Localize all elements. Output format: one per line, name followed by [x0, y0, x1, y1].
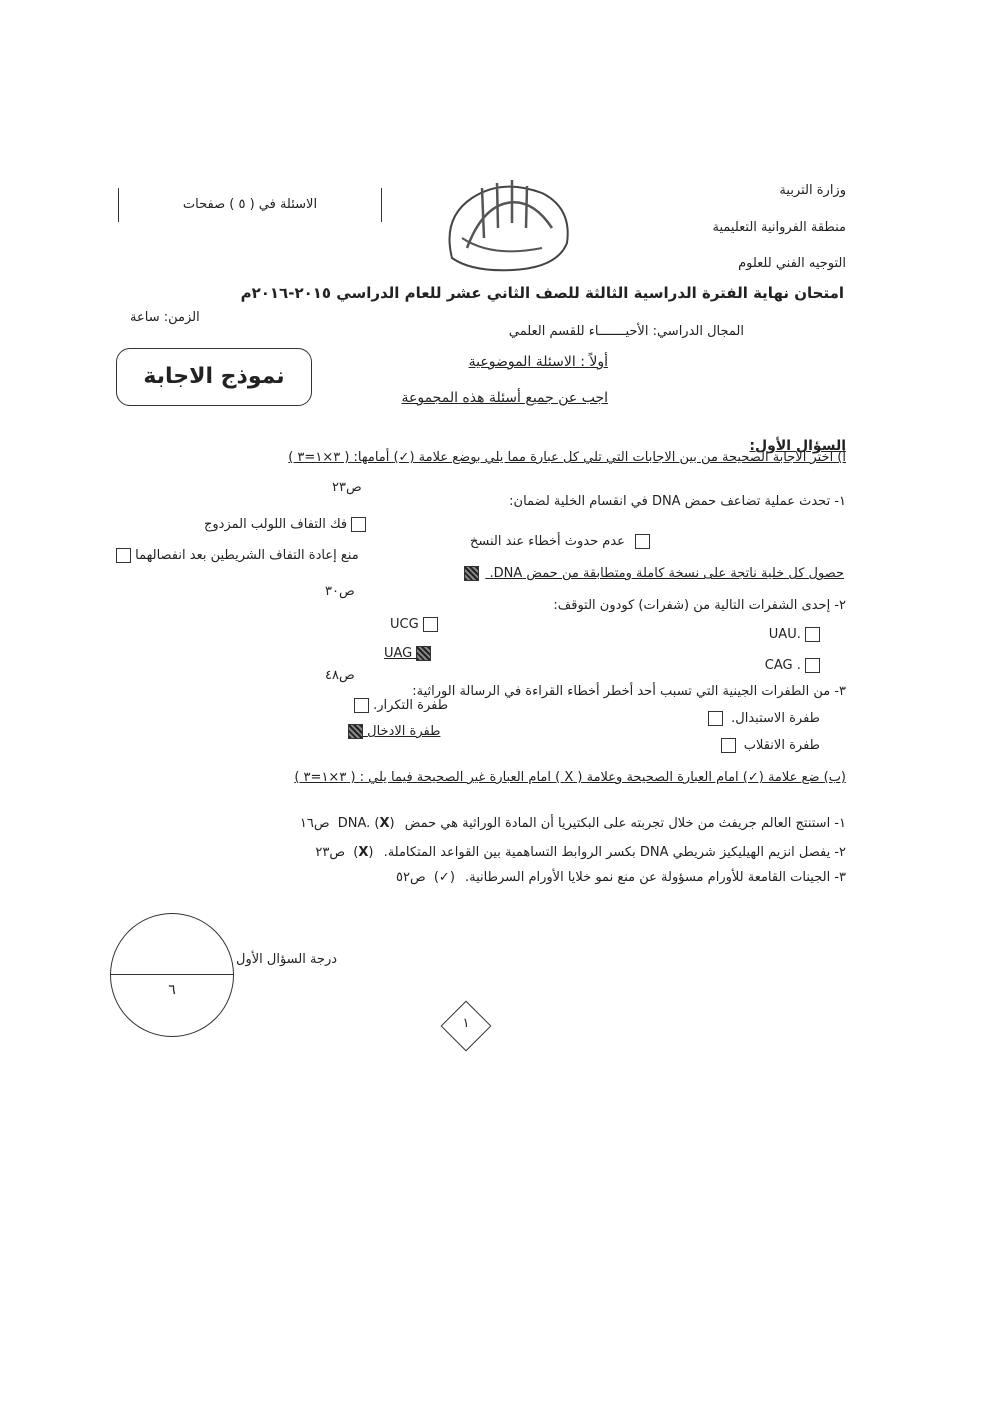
item2-stem: ٢- إحدى الشفرات التالية من (شفرات) كودون التوقف: — [553, 598, 846, 613]
option-text: منع إعادة التفاف الشريطين بعد انفصالهما — [135, 548, 359, 563]
tf-item-2: ٢- يفصل انزيم الهيليكيز شريطي DNA بكسر الروابط التساهمية بين القواعد المتكاملة. (X) ص٢٣ — [315, 845, 846, 860]
option-text: فك التفاف اللولب المزدوج — [204, 517, 348, 532]
ministry-name: وزارة التربية — [779, 183, 846, 198]
page-number: ١ — [462, 1016, 470, 1031]
section-title: أولاً : الاسئلة الموضوعية — [468, 354, 608, 370]
answer-model-label: نموذج الاجابة — [143, 364, 285, 389]
tf-ref: ص١٦ — [299, 816, 330, 831]
item1-stem: ١- تحدث عملية تضاعف حمض DNA في انقسام الخلية لضمان: — [509, 494, 846, 509]
option-item3-a[interactable] — [354, 698, 448, 713]
checkbox-icon[interactable] — [423, 617, 438, 632]
option-text: طفرة التكرار. — [373, 698, 449, 713]
option-text: UCG — [390, 617, 419, 632]
option-item1-d[interactable] — [464, 566, 844, 581]
checkbox-icon[interactable] — [805, 627, 820, 642]
checkbox-icon[interactable] — [354, 698, 369, 713]
item1-ref: ص٢٣ — [332, 480, 362, 495]
option-text: طفرة الاستبدال. — [731, 711, 820, 726]
q1-part-a-instruction: أ) اختر الاجابة الصحيحة من بين الاجابات التي تلي كل عبارة مما يلي بوضع علامة (✓) أمامها: ( ٣×١=٣ ) — [288, 450, 846, 465]
basmala-logo — [432, 168, 582, 278]
tf-item-1: ١- استنتج العالم جريفث من خلال تجربته على البكتيريا أن المادة الوراثية هي حمض DNA. (X) ص١٦ — [299, 816, 846, 831]
section-instruction: اجب عن جميع أسئلة هذه المجموعة — [401, 390, 608, 406]
checkbox-icon[interactable] — [635, 534, 650, 549]
exam-title: امتحان نهاية الفترة الدراسية الثالثة للصف الثاني عشر للعام الدراسي ٢٠١٥-٢٠١٦م — [240, 284, 844, 302]
item3-ref: ص٤٨ — [325, 668, 355, 683]
option-item2-c[interactable] — [384, 646, 431, 661]
pages-note: الاسئلة في ( ٥ ) صفحات — [182, 197, 318, 212]
option-item1-a[interactable] — [204, 517, 366, 532]
q1-part-b-instruction: (ب) ضع علامة (✓) امام العبارة الصحيحة وعلامة ( X ) امام العبارة غير الصحيحة فيما يلي : ( ٣×١=٣ ) — [294, 770, 846, 785]
option-text: طفرة الانقلاب — [743, 738, 820, 753]
tf-item-3: ٣- الجينات القامعة للأورام مسؤولة عن منع نمو خلايا الأورام السرطانية. (✓) ص٥٢ — [396, 870, 846, 885]
option-item1-c[interactable] — [116, 548, 359, 563]
option-text: UAG — [384, 646, 413, 661]
tf-ref: ص٥٢ — [396, 870, 426, 885]
option-text: طفرة الادخال — [367, 724, 441, 739]
item3-stem: ٣- من الطفرات الجينية التي تسبب أحد أخطر أخطاء القراءة في الرسالة الوراثية: — [412, 684, 846, 699]
tf-answer-mark: X — [358, 845, 369, 860]
tf-ref: ص٢٣ — [315, 845, 346, 860]
option-item1-b[interactable] — [470, 534, 650, 549]
tf-answer-mark: X — [379, 816, 390, 831]
checkbox-icon[interactable] — [116, 548, 131, 563]
grade-divider — [111, 974, 233, 975]
tf-statement: ١- استنتج العالم جريفث من خلال تجربته على البكتيريا أن المادة الوراثية هي حمض DNA. — [337, 816, 846, 831]
option-item3-d[interactable] — [721, 738, 820, 753]
district-name: منطقة الفروانية التعليمية — [712, 220, 846, 235]
option-text: CAG . — [764, 658, 801, 673]
checkbox-icon[interactable] — [805, 658, 820, 673]
option-item3-c[interactable] — [348, 724, 440, 739]
option-text: حصول كل خلية ناتجة على نسخة كاملة ومتطابقة من حمض DNA. — [489, 566, 844, 581]
option-item2-b[interactable] — [769, 627, 824, 642]
option-text: UAU. — [768, 627, 801, 642]
tf-statement: ٢- يفصل انزيم الهيليكيز شريطي DNA بكسر الروابط التساهمية بين القواعد المتكاملة. — [383, 845, 846, 860]
time-line: الزمن: ساعة — [130, 310, 200, 325]
checkbox-icon[interactable] — [351, 517, 366, 532]
checked-checkbox-icon[interactable] — [416, 646, 431, 661]
checkbox-icon[interactable] — [708, 711, 723, 726]
checkbox-icon[interactable] — [721, 738, 736, 753]
option-item3-b[interactable] — [708, 711, 820, 726]
option-text: عدم حدوث أخطاء عند النسخ — [470, 534, 625, 549]
tf-answer-mark: ✓ — [438, 870, 450, 885]
checked-checkbox-icon[interactable] — [348, 724, 363, 739]
item2-ref: ص٣٠ — [325, 584, 355, 599]
grade-circle — [110, 913, 234, 1037]
pages-note-box — [118, 188, 382, 222]
grade-max: ٦ — [168, 982, 176, 998]
q1-label: السؤال الأول: — [749, 438, 846, 454]
tf-statement: ٣- الجينات القامعة للأورام مسؤولة عن منع نمو خلايا الأورام السرطانية. — [465, 870, 846, 885]
grade-label: درجة السؤال الأول — [236, 952, 338, 967]
answer-model-box — [116, 348, 312, 406]
option-item2-d[interactable] — [765, 658, 824, 673]
supervision-name: التوجيه الفني للعلوم — [738, 256, 846, 271]
checked-checkbox-icon[interactable] — [464, 566, 479, 581]
subject-line: المجال الدراسي: الأحيـــــــاء للقسم العلمي — [508, 324, 744, 339]
option-item2-a[interactable] — [390, 617, 438, 632]
